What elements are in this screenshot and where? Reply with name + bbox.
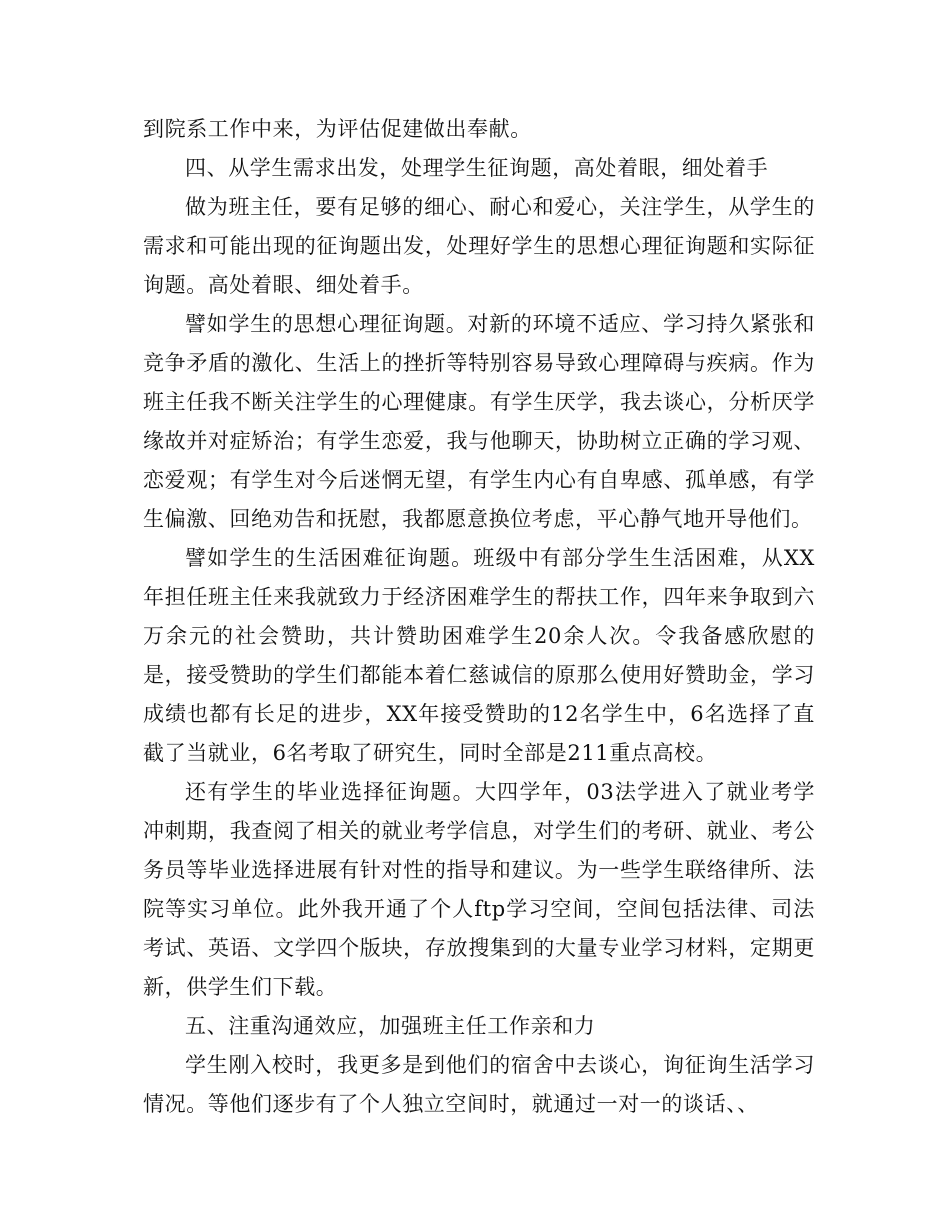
paragraph-3: 譬如学生的思想心理征询题。对新的环境不适应、学习持久紧张和竞争矛盾的激化、生活上的挫折等特别容易导致心理障碍与疾病。作为班主任我不断关注学生的心理健康。有学生厌学，我去谈心，分析厌学缘故并对症矫治；有学生恋爱，我与他聊天，协助树立正确的学习观、恋爱观；有学生对今后迷惘无望，有学生内心有自卑感、孤单感，有学生偏激、回绝劝告和抚慰，我都愿意换位考虑，平心静气地开导他们。 bbox=[143, 312, 815, 531]
paragraph-4: 譬如学生的生活困难征询题。班级中有部分学生生活困难，从XX年担任班主任来我就致力于经济困难学生的帮扶工作，四年来争取到六万余元的社会赞助，共计赞助困难学生20余人次。令我备感欣慰的是，接受赞助的学生们都能本着仁慈诚信的原那么使用好赞助金，学习成绩也都有长足的进步，XX年接受赞助的12名学生中，6名选择了直截了当就业，6名考取了研究生，同时全部是211重点高校。 bbox=[143, 546, 815, 765]
document-body bbox=[143, 110, 815, 1124]
heading-section-4: 四、从学生需求出发，处理学生征询题，高处着眼，细处着手 bbox=[185, 156, 769, 180]
paragraph-2: 做为班主任，要有足够的细心、耐心和爱心，关注学生，从学生的需求和可能出现的征询题出发，处理好学生的思想心理征询题和实际征询题。高处着眼、细处着手。 bbox=[143, 195, 815, 297]
heading-section-5: 五、注重沟通效应，加强班主任工作亲和力 bbox=[185, 1014, 596, 1038]
paragraph-6: 学生刚入校时，我更多是到他们的宿舍中去谈心，询征询生活学习情况。等他们逐步有了个人独立空间时，就通过一对一的谈话、、 bbox=[143, 1053, 815, 1116]
paragraph-5: 还有学生的毕业选择征询题。大四学年，03法学进入了就业考学冲刺期，我查阅了相关的就业考学信息，对学生们的考研、就业、考公务员等毕业选择进展有针对性的指导和建议。为一些学生联络律所、法院等实习单位。此外我开通了个人ftp学习空间，空间包括法律、司法考试、英语、文学四个版块，存放搜集到的大量专业学习材料，定期更新，供学生们下载。 bbox=[143, 780, 815, 999]
paragraph-1: 到院系工作中来，为评估促建做出奉献。 bbox=[143, 117, 532, 141]
